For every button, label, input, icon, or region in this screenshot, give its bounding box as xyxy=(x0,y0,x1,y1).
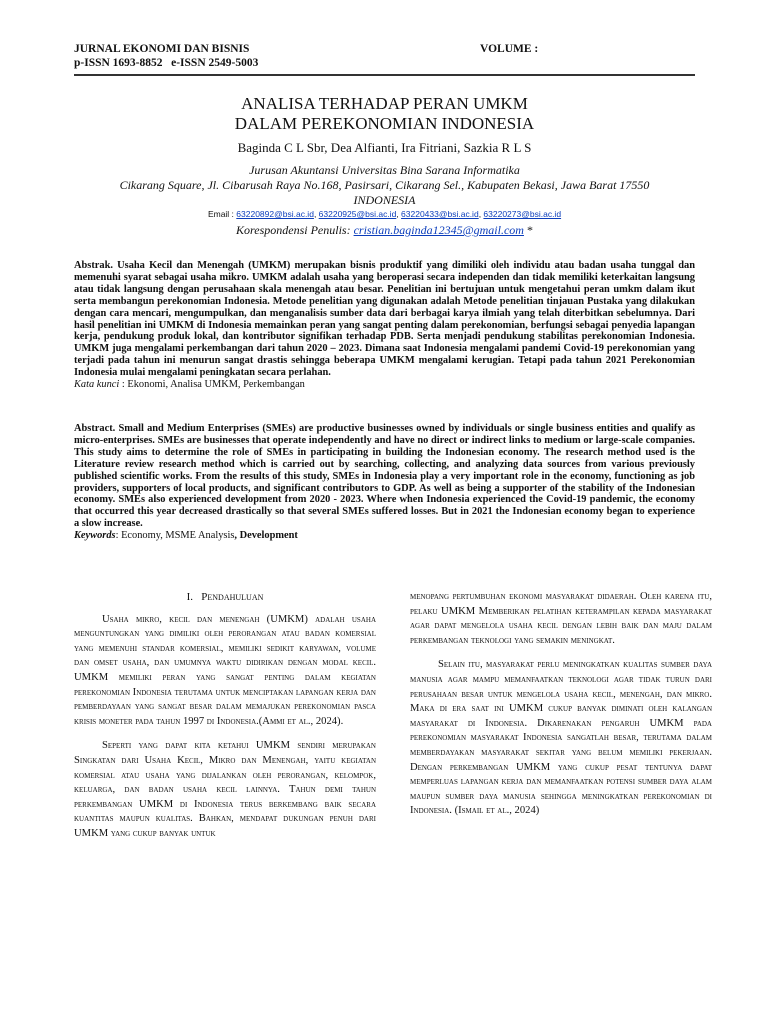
keywords-line xyxy=(74,379,695,391)
body-paragraph: menopang pertumbuhan ekonomi masyarakat didaerah. Oleh karena itu, pelaku UMKM Memberikan pelatihan keterampilan kepada masyarakat agar dapat mengelola usaha kecil dengan lebih baik dan maju dalam perkembangan teknologi yang semakin meningkat. xyxy=(410,591,712,646)
journal-header xyxy=(74,42,695,76)
keywords-text: : Economy, MSME Analysis xyxy=(115,530,235,542)
correspondence-email-link[interactable]: cristian.baginda12345@gmail.com xyxy=(353,223,524,237)
body-paragraph: Seperti yang dapat kita ketahui UMKM sendiri merupakan Singkatan dari Usaha Kecil, Mikro dan Menengah, yaitu kegiatan komersial atau usaha yang dijalankan oleh perorangan, kelompok, keluarga, dan badan usaha kecil lainnya. Tahun demi tahun perkembangan UMKM di Indonesia terus berkembang baik secara kuantitas maupun kualitas. Bahkan, mendapat dukungan penuh dari UMKM yang cukup banyak untuk xyxy=(74,740,376,839)
header-rule xyxy=(74,74,695,76)
email-link[interactable]: 63220273@bsi.ac.id xyxy=(483,209,562,219)
title-line-1: ANALISA TERHADAP PERAN UMKM xyxy=(241,94,528,113)
email-link[interactable]: 63220925@bsi.ac.id xyxy=(318,209,397,219)
body-paragraph: Selain itu, masyarakat perlu meningkatkan kualitas sumber daya manusia agar mampu memanfaatkan teknologi agar tidak turun dari perusahaan besar untuk mengelola usaha kecil, menengah, dan mikro. Maka di era saat ini UMKM cukup banyak diminati oleh kalangan masyarakat di Indonesia. Dikarenakan pengaruh UMKM pada perekonomian masyarakat Indonesia sangatlah besar, terutama dalam memberdayakan masyarakat sekitar yang belum memiliki pekerjaan. Dengan perkembangan UMKM yang cukup pesat tentunya dapat memperluas lapangan kerja dan memanfaatkan potensi sumber daya alam maupun sumber daya manusia sehingga meningkatkan perekonomian di Indonesia. (Ismail et al., 2024) xyxy=(410,659,712,817)
keywords-text-bold: , Development xyxy=(234,530,298,542)
correspondence-line xyxy=(74,223,695,238)
keywords-text: : Ekonomi, Analisa UMKM, Perkembangan xyxy=(119,379,305,391)
body-column-left xyxy=(74,590,376,852)
keywords-label: Keywords xyxy=(74,530,116,542)
affiliation-address: Cikarang Square, Jl. Cibarusah Raya No.168, Pasirsari, Cikarang Sel., Kabupaten Bekasi, Jawa Barat 17550 xyxy=(119,178,650,192)
keywords-line xyxy=(74,530,695,542)
keywords-label: Kata kunci xyxy=(74,379,120,391)
author-list: Baginda C L Sbr, Dea Alfianti, Ira Fitriani, Sazkia R L S xyxy=(237,140,532,155)
affiliation xyxy=(74,163,695,208)
body-column-right xyxy=(410,590,712,829)
issn-line: p-ISSN 1693-8852 e-ISSN 2549-5003 xyxy=(74,57,259,69)
abstract-english xyxy=(74,423,695,542)
email-label: Email : xyxy=(207,209,234,219)
correspondence-mark: * xyxy=(526,223,533,237)
affiliation-country: INDONESIA xyxy=(353,193,416,207)
article-title xyxy=(74,94,695,134)
abstract-text: Abstract. Small and Medium Enterprises (SMEs) are productive businesses owned by individuals or single business entities and qualify as micro-enterprises. SMEs are businesses that operate independently and have no direct or indirect links to medium or large-scale companies. This study aims to determine the role of SMEs in participating in building the Indonesian economy. The research method used is the Literature review research method which is carried out by searching, collecting, and analyzing data sources from various previously published scientific works. From the results of this study, SMEs in Indonesia play a very important role in the economy, functioning as job providers, supporters of local products, and significant contributors to GDP. As well as being a supporter of the stability of the Indonesian economy. SMEs also experienced development from 2020 - 2023. Where when Indonesia experienced the Covid-19 pandemic, the economy that occurred this year decreased drastically so that several SMEs suffered losses. But in 2021 the Indonesian economy began to experience a slow increase. xyxy=(74,423,695,530)
abstract-indonesian xyxy=(74,260,695,391)
email-link[interactable]: 63220892@bsi.ac.id xyxy=(236,209,314,219)
correspondence-label: Korespondensi Penulis: xyxy=(236,223,351,237)
abstract-text: Abstrak. Usaha Kecil dan Menengah (UMKM) merupakan bisnis produktif yang dimiliki oleh individu atau badan usaha tunggal dan memenuhi syarat sebagai usaha mikro. UMKM adalah usaha yang beroperasi secara independen dan tidak memiliki keterkaitan langsung atau tidak langsung dengan perusahaan skala menengah atau besar. Penelitian ini bertujuan untuk mengetahui peran umkm dalam ikut serta membangun perekonomian Indonesia. Metode penelitian yang digunakan adalah Metode penelitian tinjauan Pustaka yang dilakukan dengan cara mencari, mengumpulkan, dan menganalisis sumber data dari berbagai karya ilmiah yang telah diterbitkan sebelumnya. Dari hasil penelitian ini UMKM di Indonesia memainkan peran yang sangat penting dalam perekonomian, berfungsi sebagai penyedia lapangan kerja, pendukung produk lokal, dan kontributor signifikan terhadap PDB. Serta menjadi pendukung stabilitas perekonomian Indonesia. UMKM juga mengalami perkembangan dari tahun 2020 – 2023. Dimana saat Indonesia mengalami pandemi Covid-19 perekonomian yang terjadi pada tahun ini menurun sangat drastis sehingga beberapa UMKM mengalami kerugian. Tetapi pada tahun 2021 Perekonomian Indonesia mulai mengalami peningkatan secara perlahan. xyxy=(74,260,695,379)
section-heading xyxy=(74,590,376,605)
body-paragraph: Usaha mikro, kecil dan menengah (UMKM) adalah usaha menguntungkan yang dimiliki oleh perorangan atau badan komersial yang memenuhi standar komersial, memiliki sedikit karyawan, volume dan omset usaha, dan umumnya waktu didirikan dengan modal kecil. UMKM memiliki peran yang sangat penting dalam kegiatan perekonomian Indonesia terutama untuk menciptakan lapangan kerja dan pemberdayaan yang sangat besar dalam memajukan perekonomian pasca krisis moneter pada tahun 1997 di Indonesia.(Ammi et al., 2024). xyxy=(74,613,376,727)
volume-label: VOLUME : xyxy=(480,43,539,55)
title-line-2: DALAM PEREKONOMIAN INDONESIA xyxy=(234,114,535,133)
email-line: Email : 63220892@bsi.ac.id, 63220925@bsi.ac.id, 63220433@bsi.ac.id, 63220273@bsi.ac.id xyxy=(207,209,562,219)
journal-name: JURNAL EKONOMI DAN BISNIS xyxy=(74,43,250,55)
email-link[interactable]: 63220433@bsi.ac.id xyxy=(401,209,479,219)
section-title: Pendahuluan xyxy=(201,591,264,603)
section-number: I. xyxy=(186,591,194,603)
affiliation-dept: Jurusan Akuntansi Universitas Bina Sarana Informatika xyxy=(249,163,520,177)
